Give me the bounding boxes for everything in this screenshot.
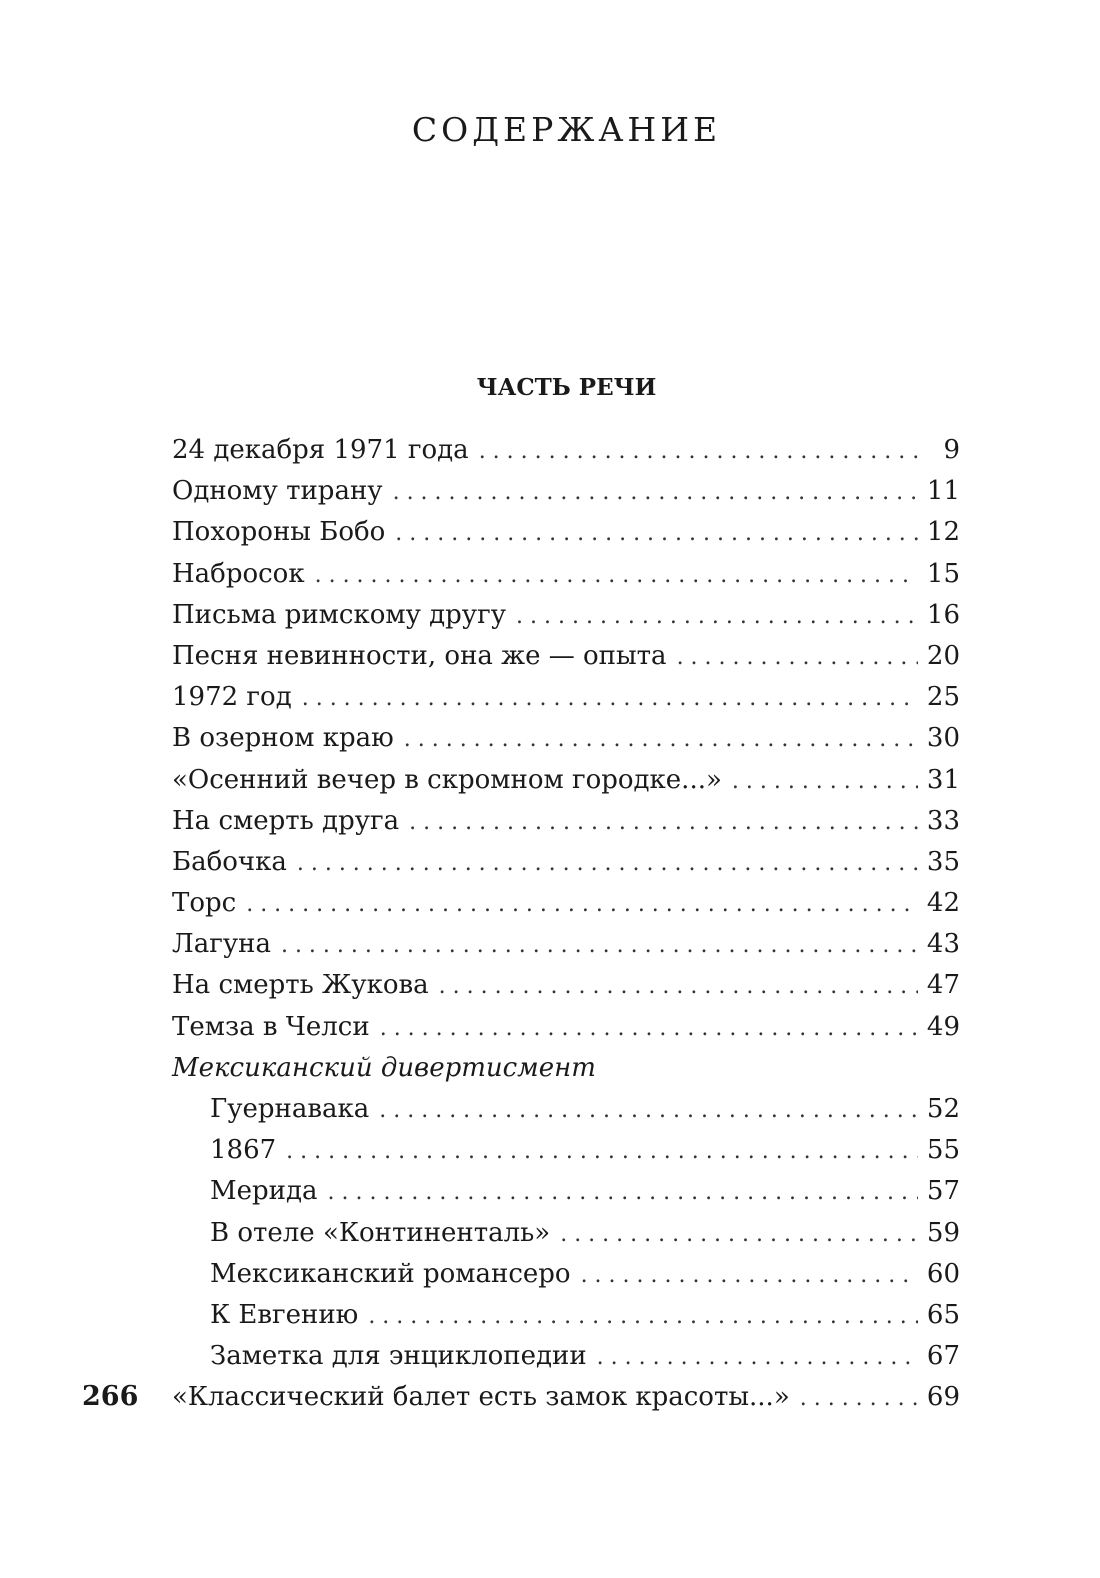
toc-entry[interactable] xyxy=(172,842,960,883)
toc-entry[interactable] xyxy=(172,801,960,842)
dot-leader xyxy=(379,1090,918,1131)
toc-entry-title: Лагуна xyxy=(172,929,271,960)
toc-entry-page: 52 xyxy=(926,1094,960,1124)
dot-leader xyxy=(395,513,918,554)
toc-entry[interactable] xyxy=(172,636,960,677)
dot-leader xyxy=(409,802,918,843)
toc-entry-page: 33 xyxy=(926,805,960,836)
toc-entry-title: Набросок xyxy=(172,558,305,589)
toc-entry-title: Песня невинности, она же — опыта xyxy=(172,640,667,671)
toc-entry-title: На смерть Жукова xyxy=(172,970,429,1001)
toc-entry[interactable] xyxy=(172,924,960,965)
toc-entry-title: «Осенний вечер в скромном городке...» xyxy=(172,764,722,795)
toc-entry-page: 65 xyxy=(926,1299,960,1330)
toc-entry-title: 1972 год xyxy=(172,682,292,713)
toc-sub-entry[interactable] xyxy=(172,1336,960,1377)
toc-entry[interactable] xyxy=(172,430,960,471)
toc-entry-page: 12 xyxy=(926,517,960,548)
toc-entry-page: 25 xyxy=(926,682,960,713)
dot-leader xyxy=(281,925,918,966)
dot-leader xyxy=(732,761,918,802)
toc-entry-page: 35 xyxy=(926,846,960,877)
toc-entry-title: Письма римскому другу xyxy=(172,599,507,630)
toc-entry[interactable] xyxy=(172,1007,960,1048)
toc-entry[interactable] xyxy=(172,595,960,636)
toc-entry-title: 24 декабря 1971 года xyxy=(172,435,469,465)
toc-entry-page: 60 xyxy=(926,1258,960,1289)
toc-entry[interactable] xyxy=(172,677,960,718)
dot-leader xyxy=(597,1337,918,1378)
dot-leader xyxy=(516,596,918,637)
toc-entry-title: Мексиканский романсеро xyxy=(210,1258,571,1289)
toc-entry-title: Бабочка xyxy=(172,846,287,877)
dot-leader xyxy=(315,555,918,596)
table-of-contents xyxy=(172,430,960,1419)
dot-leader xyxy=(286,1131,918,1172)
toc-entry-title: 1867 xyxy=(210,1135,277,1166)
toc-entry-title: В озерном краю xyxy=(172,723,394,754)
toc-entry-page: 59 xyxy=(926,1217,960,1248)
toc-entry-title: В отеле «Континенталь» xyxy=(210,1217,551,1248)
dot-leader xyxy=(404,719,918,760)
toc-entry-page: 30 xyxy=(926,723,960,754)
toc-entry-title: Мерида xyxy=(210,1176,318,1207)
toc-entry-title: Торс xyxy=(172,888,237,919)
toc-entry-title: На смерть друга xyxy=(172,805,400,836)
toc-entry-page: 9 xyxy=(943,435,960,465)
dot-leader xyxy=(581,1255,918,1296)
toc-entry-title: Заметка для энциклопедии xyxy=(210,1341,587,1372)
dot-leader xyxy=(368,1296,918,1337)
toc-entry[interactable] xyxy=(172,512,960,553)
section-title: ЧАСТЬ РЕЧИ xyxy=(476,374,657,401)
toc-sub-entry[interactable] xyxy=(172,1171,960,1212)
toc-entry[interactable] xyxy=(172,965,960,1006)
toc-entry[interactable] xyxy=(172,718,960,759)
toc-entry-page: 43 xyxy=(926,929,960,960)
toc-entry-page: 47 xyxy=(926,970,960,1001)
dot-leader xyxy=(560,1214,918,1255)
toc-entry[interactable] xyxy=(172,471,960,512)
dot-leader xyxy=(479,431,918,472)
dot-leader xyxy=(677,637,918,678)
toc-sub-entry[interactable] xyxy=(172,1254,960,1295)
toc-entry-page: 11 xyxy=(926,476,960,507)
toc-entry-page: 31 xyxy=(926,764,960,795)
dot-leader xyxy=(302,678,918,719)
toc-entry[interactable] xyxy=(172,554,960,595)
toc-entry-page: 49 xyxy=(926,1011,960,1042)
page-number: 266 xyxy=(82,1381,139,1412)
toc-entry[interactable] xyxy=(172,760,960,801)
toc-entry[interactable] xyxy=(172,1377,960,1418)
toc-entry-page: 55 xyxy=(926,1135,960,1166)
toc-entry-title: К Евгению xyxy=(210,1299,359,1330)
toc-group-title: Мексиканский дивертисмент xyxy=(172,1052,596,1083)
toc-entry-title: Гуернавака xyxy=(210,1094,370,1124)
toc-entry-page: 42 xyxy=(926,888,960,919)
toc-sub-entry[interactable] xyxy=(172,1089,960,1130)
toc-group-heading xyxy=(172,1048,960,1089)
toc-entry-page: 69 xyxy=(926,1382,960,1413)
dot-leader xyxy=(393,472,918,513)
toc-entry[interactable] xyxy=(172,883,960,924)
page-title: СОДЕРЖАНИЕ xyxy=(411,110,722,149)
toc-entry-title: Одному тирану xyxy=(172,476,383,507)
toc-entry-title: «Классический балет есть замок красоты...» xyxy=(172,1382,790,1413)
toc-entry-title: Темза в Челси xyxy=(172,1011,370,1042)
toc-entry-page: 67 xyxy=(926,1341,960,1372)
toc-entry-page: 15 xyxy=(926,558,960,589)
dot-leader xyxy=(800,1378,918,1419)
toc-sub-entry[interactable] xyxy=(172,1295,960,1336)
dot-leader xyxy=(246,884,918,925)
dot-leader xyxy=(297,843,918,884)
toc-entry-page: 57 xyxy=(926,1176,960,1207)
toc-sub-entry[interactable] xyxy=(172,1130,960,1171)
dot-leader xyxy=(328,1172,919,1213)
toc-entry-page: 20 xyxy=(926,640,960,671)
toc-entry-page: 16 xyxy=(926,599,960,630)
dot-leader xyxy=(380,1008,918,1049)
dot-leader xyxy=(439,966,918,1007)
toc-entry-title: Похороны Бобо xyxy=(172,517,386,548)
toc-sub-entry[interactable] xyxy=(172,1213,960,1254)
